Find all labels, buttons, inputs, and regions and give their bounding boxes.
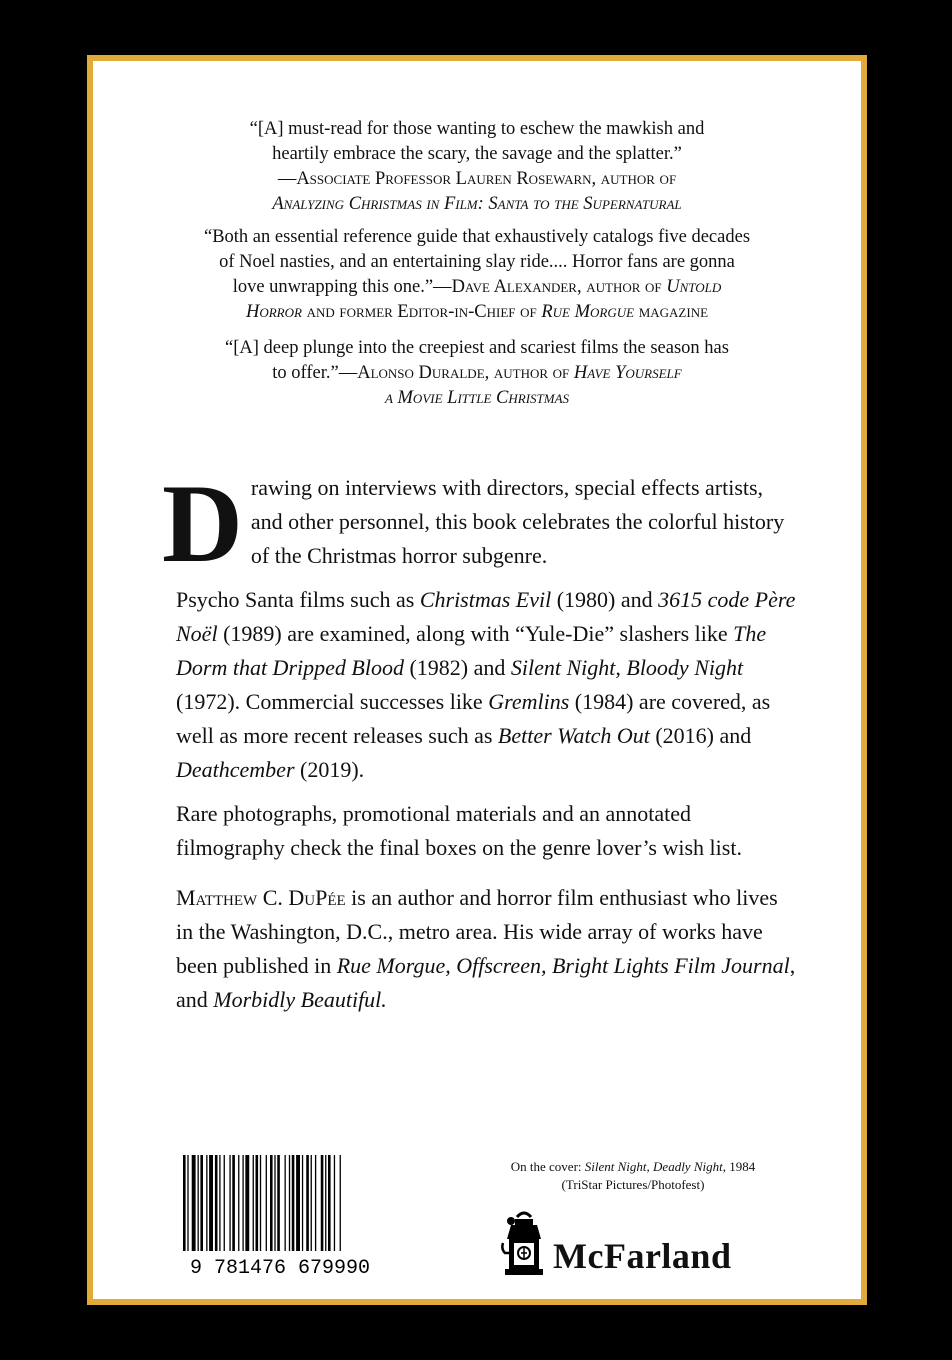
lantern-icon xyxy=(501,1209,547,1279)
blurb-2 xyxy=(153,225,801,325)
blurb-1 xyxy=(153,117,801,217)
description xyxy=(162,462,796,865)
blurb-1-line-1: “[A] must-read for those wanting to eschew the mawkish and xyxy=(249,119,705,139)
barcode-bar xyxy=(266,1155,267,1251)
barcode-bar xyxy=(242,1155,243,1251)
barcode-bar xyxy=(340,1155,341,1251)
blurb-2-line-1: “Both an essential reference guide that exhaustively catalogs five decades xyxy=(203,227,751,247)
text-run: (1972). Commercial successes like xyxy=(176,689,489,714)
barcode-bar xyxy=(206,1155,207,1251)
blurb-1-line-2: heartily embrace the scary, the savage and the splatter.” xyxy=(272,144,682,164)
description-paragraph-2 xyxy=(176,583,796,787)
barcode-bar xyxy=(256,1155,259,1251)
barcode-bar xyxy=(260,1155,261,1251)
text-run: is an author and horror film enthusiast who lives in the Washington, D.C., metro area. His wide array of works have been published in xyxy=(176,885,778,978)
barcode-bar xyxy=(224,1155,225,1251)
text-run: (1980) and xyxy=(551,587,659,612)
barcode-bar xyxy=(315,1155,316,1251)
italic-title: Rue Morgue, Offscreen, Bright Lights Film Journal xyxy=(336,953,790,978)
barcode-bar xyxy=(285,1155,286,1251)
author-name: Matthew C. DuPée xyxy=(176,885,346,910)
isbn-number: 9 781476 679990 xyxy=(189,1257,371,1277)
italic-title: 3615 code Père Noël xyxy=(176,587,796,646)
blurb-1-attribution: —Associate Professor Lauren Rosewarn, author of xyxy=(277,169,677,189)
barcode-bar xyxy=(311,1155,312,1251)
barcode-bar xyxy=(245,1155,249,1251)
blurb-2-line-2: of Noel nasties, and an entertaining slay ride.... Horror fans are gonna xyxy=(219,252,735,272)
italic-title: Christmas Evil xyxy=(419,587,552,612)
text-run: (2016) and xyxy=(649,723,752,748)
barcode-bar xyxy=(296,1155,300,1251)
blurb-1-book-title: Analyzing Christmas in Film: Santa to the Supernatural xyxy=(272,194,682,214)
barcode-bar xyxy=(229,1155,230,1251)
text-run: Psycho Santa films such as xyxy=(176,587,420,612)
description-paragraph-3: Rare photographs, promotional materials and an annotated filmography check the final boxes on the genre lover’s wish list. xyxy=(176,801,742,860)
blurb-2-author: Dave Alexander, author of xyxy=(451,277,662,297)
cover-photo-credit: (TriStar Pictures/Photofest) xyxy=(561,1177,705,1192)
barcode-bar xyxy=(334,1155,335,1251)
text-run: (1982) and xyxy=(403,655,511,680)
barcode-bar xyxy=(192,1155,196,1251)
text-run: (1984) are covered, as well as more recent releases such as xyxy=(176,689,771,748)
blurb-1-author: Associate Professor Lauren Rosewarn, author of xyxy=(296,169,677,189)
barcode-bar xyxy=(200,1155,203,1251)
barcode-bar xyxy=(198,1155,199,1251)
barcode-bar xyxy=(187,1155,188,1251)
blurb-3-book-title: a Movie Little Christmas xyxy=(384,388,570,408)
text-run: (2019). xyxy=(294,757,365,782)
drop-cap: D xyxy=(162,462,243,586)
blurb-3-line-1: “[A] deep plunge into the creepiest and scariest films the season has xyxy=(225,338,729,358)
barcode-bar xyxy=(209,1155,213,1251)
barcode-bar xyxy=(253,1155,254,1251)
barcode-bar xyxy=(232,1155,235,1251)
barcode-bar xyxy=(306,1155,309,1251)
barcode-bar xyxy=(289,1155,290,1251)
barcode-bar xyxy=(219,1155,220,1251)
description-paragraph-1: Drawing on interviews with directors, special effects artists, and other personnel, this book celebrates the colorful history of the Christmas horror subgenre. xyxy=(162,462,785,586)
blurb-3 xyxy=(153,336,801,411)
isbn-barcode xyxy=(177,1153,383,1277)
barcode-bar xyxy=(277,1155,280,1251)
blurb-3-line-2: to offer.”—Alonso Duralde, author of Have Yourself xyxy=(272,363,682,383)
barcode-bar xyxy=(238,1155,239,1251)
back-cover-panel xyxy=(87,55,867,1305)
text-run: (1989) are examined, along with “Yule-Die” slashers like xyxy=(217,621,734,646)
barcode-bar xyxy=(215,1155,218,1251)
barcode-bar xyxy=(292,1155,295,1251)
cover-film-title: Silent Night, Deadly Night xyxy=(584,1159,723,1174)
publisher-name: McFarland xyxy=(553,1236,732,1276)
text-run: , and xyxy=(176,953,796,1012)
italic-title: Silent Night, Bloody Night xyxy=(510,655,744,680)
barcode-bar xyxy=(328,1155,331,1251)
italic-title: Gremlins xyxy=(488,689,570,714)
italic-title: The Dorm that Dripped Blood xyxy=(176,621,767,680)
barcode-bar xyxy=(321,1155,324,1251)
blurb-2-line-4: Horror and former Editor-in-Chief of Rue Morgue magazine xyxy=(245,302,709,322)
blurb-3-author: Alonso Duralde, author of xyxy=(357,363,570,383)
barcode-bar xyxy=(325,1155,326,1251)
italic-title: Deathcember xyxy=(176,757,295,782)
barcode-bar xyxy=(270,1155,273,1251)
barcode-bar xyxy=(274,1155,275,1251)
barcode-bar xyxy=(302,1155,303,1251)
blurb-2-line-3: love unwrapping this one.”—Dave Alexander, author of Untold xyxy=(232,277,722,297)
barcode-bar xyxy=(183,1155,186,1251)
author-bio xyxy=(176,881,796,1017)
italic-title: Better Watch Out xyxy=(497,723,650,748)
cover-credit: On the cover: Silent Night, Deadly Night, 1984 (TriStar Pictures/Photofest) xyxy=(483,1158,783,1194)
italic-title: Morbidly Beautiful. xyxy=(213,987,387,1012)
